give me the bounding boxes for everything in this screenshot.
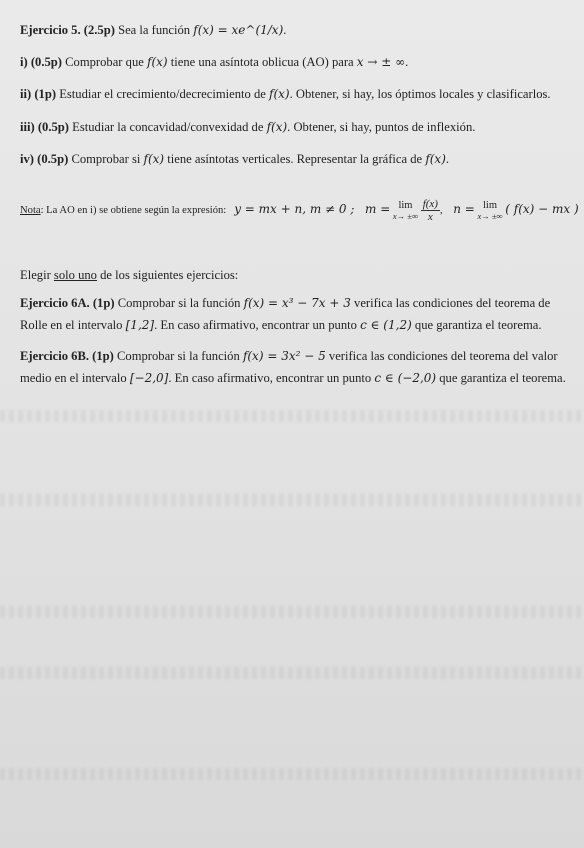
ex6b-interval: [−2,0] bbox=[129, 371, 169, 385]
ex5-item-ii: ii) (1p) Estudiar el crecimiento/decrecimiento de f(x). Obtener, si hay, los óptimos locales y clasificarlos. bbox=[20, 87, 551, 101]
ex5-item-iii: iii) (0.5p) Estudiar la concavidad/convexidad de f(x). Obtener, si hay, puntos de inflexión. bbox=[20, 120, 476, 134]
ex6b-function: f(x) = 3x² − 5 bbox=[242, 349, 326, 363]
ex5-function: f(x) = xe^(1/x) bbox=[193, 23, 284, 37]
note-text: : La AO en i) se obtiene según la expresión: bbox=[40, 205, 227, 216]
ex5-heading: Ejercicio 5. (2.5p) Sea la función f(x) = xe^(1/x). bbox=[20, 23, 287, 37]
bleed-through bbox=[0, 494, 584, 506]
ex6b-line-1: Ejercicio 6B. (1p) Comprobar si la función f(x) = 3x² − 5 verifica las condiciones del teorema del valor bbox=[20, 349, 558, 363]
bleed-through bbox=[0, 768, 584, 780]
n-expression: ( f(x) − mx ) bbox=[505, 202, 579, 216]
bleed-through bbox=[0, 667, 584, 679]
limit-m: lim x→ ±∞ bbox=[392, 199, 419, 221]
note-eq-line: y = mx + n, m ≠ 0 ; bbox=[234, 202, 355, 216]
ex6b-point: c ∈ (−2,0) bbox=[374, 371, 437, 385]
ex6a-line-1: Ejercicio 6A. (1p) Comprobar si la función f(x) = x³ − 7x + 3 verifica las condiciones del teorema de bbox=[20, 296, 551, 310]
ex6a-function: f(x) = x³ − 7x + 3 bbox=[243, 296, 351, 310]
fraction-fx-over-x: $\frac{f(x)}{x}$ bbox=[422, 198, 438, 224]
ex5-intro: Sea la función bbox=[118, 23, 191, 37]
bleed-through bbox=[0, 410, 584, 422]
ex6a-line-2: Rolle en el intervalo [1,2]. En caso afirmativo, encontrar un punto c ∈ (1,2) que garantiza el teorema. bbox=[20, 318, 542, 332]
ex5-item-iv: iv) (0.5p) Comprobar si f(x) tiene asíntotas verticales. Representar la gráfica de f(x). bbox=[20, 152, 450, 166]
ex5-title: Ejercicio 5. (2.5p) bbox=[20, 23, 115, 37]
ex5-item-i: i) (0.5p) Comprobar que f(x) tiene una asíntota oblicua (AO) para x → ± ∞. bbox=[20, 55, 409, 69]
choose-instruction: Elegir solo uno de los siguientes ejercicios: bbox=[20, 268, 239, 282]
ex6b-title: Ejercicio 6B. (1p) bbox=[20, 349, 114, 363]
ex6b-line-2: medio en el intervalo [−2,0]. En caso afirmativo, encontrar un punto c ∈ (−2,0) que garantiza el teorema. bbox=[20, 371, 566, 385]
ex6a-title: Ejercicio 6A. (1p) bbox=[20, 296, 115, 310]
note-label: Nota bbox=[20, 205, 41, 216]
limit-n: lim x→ ±∞ bbox=[477, 199, 503, 221]
ex6a-interval: [1,2] bbox=[125, 318, 155, 332]
ao-note: Nota: La AO en i) se obtiene según la expresión: y = mx + n, m ≠ 0 ; m = lim x→ ±∞ $\frac{f(x)}{x}$ , n = lim x→ ±∞ ( f(x) − mx ) bbox=[20, 198, 579, 224]
ex6a-point: c ∈ (1,2) bbox=[360, 318, 412, 332]
bleed-through bbox=[0, 606, 584, 618]
